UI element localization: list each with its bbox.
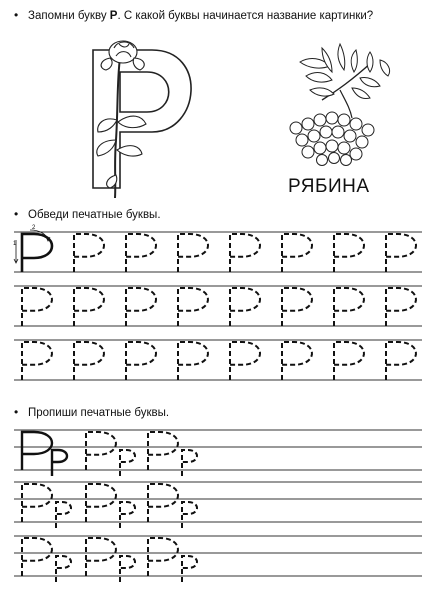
dashed-letter-p	[334, 288, 364, 326]
dashed-letter-small-p	[56, 502, 71, 528]
dashed-letter-p	[86, 432, 116, 470]
dashed-letter-p	[178, 234, 208, 272]
bullet-icon: •	[14, 405, 19, 419]
dashed-letter-p	[334, 234, 364, 272]
dashed-letter-p	[74, 342, 104, 380]
dashed-letter-p	[334, 342, 364, 380]
bullet-icon: •	[14, 8, 19, 22]
dashed-letter-small-p	[56, 556, 71, 582]
dashed-letter-small-p	[182, 502, 197, 528]
dashed-letter-p	[148, 538, 178, 576]
dashed-letter-small-p	[182, 556, 197, 582]
dashed-letter-p	[178, 288, 208, 326]
bullet-icon: •	[14, 207, 19, 221]
dashed-letter-p	[22, 484, 52, 522]
dashed-letter-p	[126, 234, 156, 272]
dashed-letter-small-p	[182, 450, 197, 476]
instruction-letter: Р	[109, 10, 118, 22]
dashed-letter-small-p	[120, 450, 135, 476]
dashed-letter-p	[86, 538, 116, 576]
dashed-letter-p	[230, 288, 260, 326]
dashed-letter-p	[86, 484, 116, 522]
instruction-text-suffix: . С какой буквы начинается название картинки?	[117, 10, 374, 22]
dashed-letter-small-p	[120, 556, 135, 582]
instruction-text: Пропиши печатные буквы.	[28, 407, 170, 419]
dashed-letter-p	[386, 234, 416, 272]
dashed-letter-p	[126, 288, 156, 326]
stroke-number-one: 1	[13, 241, 17, 247]
trace-letters	[22, 234, 416, 380]
dashed-letter-p	[148, 484, 178, 522]
instruction-text-prefix: Запомни букву	[28, 10, 110, 22]
picture-word: РЯБИНА	[288, 176, 370, 197]
dashed-letter-p	[282, 288, 312, 326]
dashed-letter-small-p	[120, 502, 135, 528]
dashed-letter-p	[230, 234, 260, 272]
stroke-number-two: 2	[32, 225, 36, 231]
rowan-icon	[290, 44, 390, 166]
write-letters	[22, 432, 197, 582]
dashed-letter-p	[74, 234, 104, 272]
write-guide-lines	[14, 430, 422, 576]
dashed-letter-p	[74, 288, 104, 326]
rose-icon	[97, 41, 146, 198]
dashed-letter-p	[22, 288, 52, 326]
dashed-letter-p	[230, 342, 260, 380]
dashed-letter-p	[386, 342, 416, 380]
example-letters-pp	[22, 432, 67, 476]
dashed-letter-p	[22, 342, 52, 380]
dashed-letter-p	[282, 342, 312, 380]
dashed-letter-p	[386, 288, 416, 326]
dashed-letter-p	[282, 234, 312, 272]
dashed-letter-p	[178, 342, 208, 380]
dashed-letter-p	[126, 342, 156, 380]
dashed-letter-p	[22, 538, 52, 576]
dashed-letter-p	[148, 432, 178, 470]
instruction-text: Обведи печатные буквы.	[28, 209, 161, 221]
